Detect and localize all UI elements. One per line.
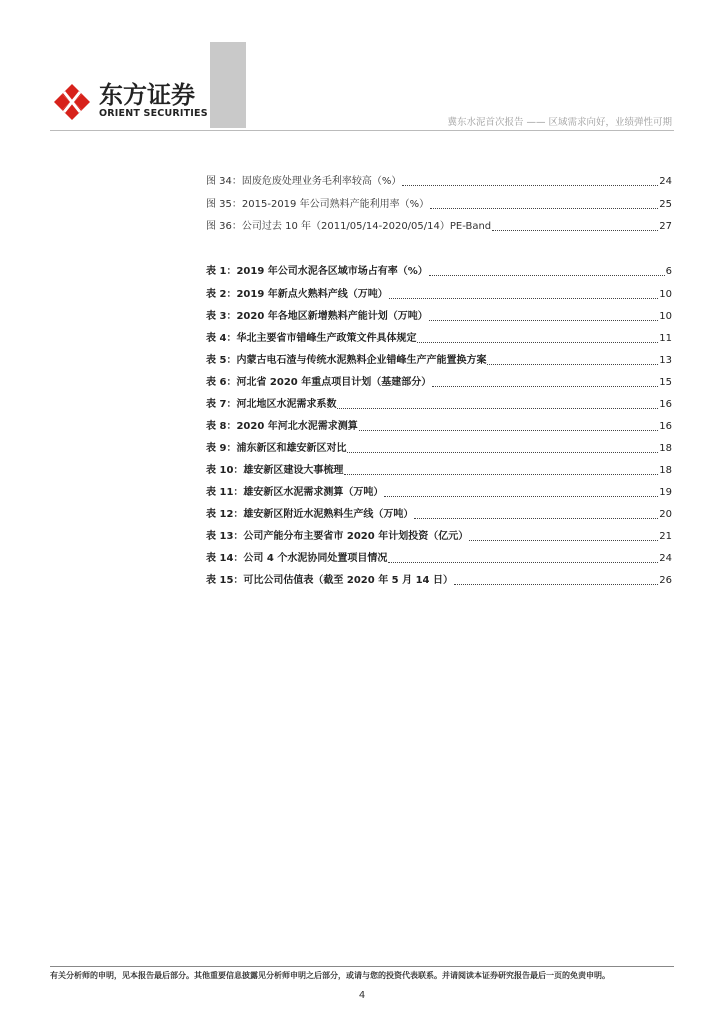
toc-entry[interactable] (206, 551, 672, 565)
toc-leader-dots (384, 487, 658, 497)
toc-entry-page: 13 (659, 355, 672, 366)
toc-entry[interactable] (206, 529, 672, 543)
toc-entry-page: 24 (659, 553, 672, 564)
toc-entry[interactable] (206, 441, 672, 455)
toc-entry-label: 表 1：2019 年公司水泥各区域市场占有率（%） (206, 266, 428, 277)
toc-entry-page: 20 (659, 509, 672, 520)
toc-entry-label: 表 9：浦东新区和雄安新区对比 (206, 443, 347, 454)
toc-leader-dots (388, 553, 658, 563)
logo-english-name: ORIENT SECURITIES (99, 108, 208, 119)
toc-entry-label: 表 13：公司产能分布主要省市 2020 年计划投资（亿元） (206, 531, 469, 542)
toc-leader-dots (337, 399, 658, 409)
toc-entry-page: 15 (659, 377, 672, 388)
toc-entry[interactable] (206, 353, 672, 367)
toc-leader-dots (344, 465, 658, 475)
orient-securities-logo (50, 82, 210, 122)
toc-leader-dots (430, 199, 658, 209)
toc-entry[interactable] (206, 331, 672, 345)
toc-leader-dots (487, 355, 658, 365)
toc-entry-label: 表 10：雄安新区建设大事梳理 (206, 465, 344, 476)
toc-leader-dots (402, 176, 658, 186)
toc-entry-label: 图 36：公司过去 10 年（2011/05/14-2020/05/14）PE-Band (206, 221, 492, 232)
toc-entry-page: 27 (659, 221, 672, 232)
toc-leader-dots (347, 443, 658, 453)
toc-entry[interactable] (206, 264, 672, 278)
toc-entry-page: 11 (659, 333, 672, 344)
toc-entry[interactable] (206, 485, 672, 499)
toc-entry-label: 表 4：华北主要省市错峰生产政策文件具体规定 (206, 333, 417, 344)
toc-entry-page: 18 (659, 443, 672, 454)
toc-entry-page: 18 (659, 465, 672, 476)
toc-entry-page: 24 (659, 176, 672, 187)
toc-entry[interactable] (206, 197, 672, 211)
toc-entry-label: 图 35：2015-2019 年公司熟料产能利用率（%） (206, 199, 430, 210)
logo-mark-icon (50, 82, 94, 122)
toc-entry-page: 10 (659, 311, 672, 322)
toc-entry-page: 16 (659, 399, 672, 410)
toc-entry-label: 表 12：雄安新区附近水泥熟料生产线（万吨） (206, 509, 414, 520)
toc-entry[interactable] (206, 309, 672, 323)
toc-entry-page: 25 (659, 199, 672, 210)
toc-entry-page: 21 (659, 531, 672, 542)
toc-entry-page: 16 (659, 421, 672, 432)
toc-entry[interactable] (206, 507, 672, 521)
footer-divider (50, 966, 674, 967)
toc-entry[interactable] (206, 287, 672, 301)
toc-entry-label: 表 3：2020 年各地区新增熟料产能计划（万吨） (206, 311, 428, 322)
header-gray-block (210, 42, 246, 128)
logo-chinese-name: 东方证券 (99, 81, 195, 109)
toc-entry-label: 表 8：2020 年河北水泥需求测算 (206, 421, 358, 432)
toc-leader-dots (389, 289, 659, 299)
toc-entry-label: 表 11：雄安新区水泥需求测算（万吨） (206, 487, 384, 498)
toc-leader-dots (417, 333, 658, 343)
toc-entry-label: 表 14：公司 4 个水泥协同处置项目情况 (206, 553, 388, 564)
toc-leader-dots (429, 266, 665, 276)
toc-entry-label: 表 7：河北地区水泥需求系数 (206, 399, 337, 410)
toc-leader-dots (429, 311, 659, 321)
toc-entry[interactable] (206, 419, 672, 433)
toc-entry[interactable] (206, 463, 672, 477)
toc-leader-dots (454, 575, 658, 585)
toc-entry-label: 表 6：河北省 2020 年重点项目计划（基建部分） (206, 377, 432, 388)
footer-disclaimer: 有关分析师的申明，见本报告最后部分。其他重要信息披露见分析师申明之后部分，或请与您的投资代表联系。并请阅读本证券研究报告最后一页的免责申明。 (50, 971, 610, 980)
toc-entry-page: 19 (659, 487, 672, 498)
toc-leader-dots (469, 531, 658, 541)
toc-leader-dots (359, 421, 659, 431)
toc-entry[interactable] (206, 397, 672, 411)
toc-entry-page: 10 (659, 289, 672, 300)
toc-entry[interactable] (206, 573, 672, 587)
toc-entry[interactable] (206, 219, 672, 233)
toc-leader-dots (492, 221, 658, 231)
toc-entry[interactable] (206, 375, 672, 389)
toc-leader-dots (414, 509, 658, 519)
page-number: 4 (358, 990, 366, 1001)
toc-entry-label: 图 34：固废危废处理业务毛利率较高（%） (206, 176, 402, 187)
toc-entry-label: 表 5：内蒙古电石渣与传统水泥熟料企业错峰生产产能置换方案 (206, 355, 487, 366)
toc-entry-page: 6 (665, 266, 672, 277)
toc-leader-dots (432, 377, 658, 387)
toc-entry[interactable] (206, 174, 672, 188)
report-title: 冀东水泥首次报告 —— 区域需求向好，业绩弹性可期 (447, 117, 672, 128)
header-divider (50, 130, 674, 131)
toc-entry-label: 表 2：2019 年新点火熟料产线（万吨） (206, 289, 388, 300)
toc-entry-page: 26 (659, 575, 672, 586)
toc-entry-label: 表 15：可比公司估值表（截至 2020 年 5 月 14 日） (206, 575, 453, 586)
